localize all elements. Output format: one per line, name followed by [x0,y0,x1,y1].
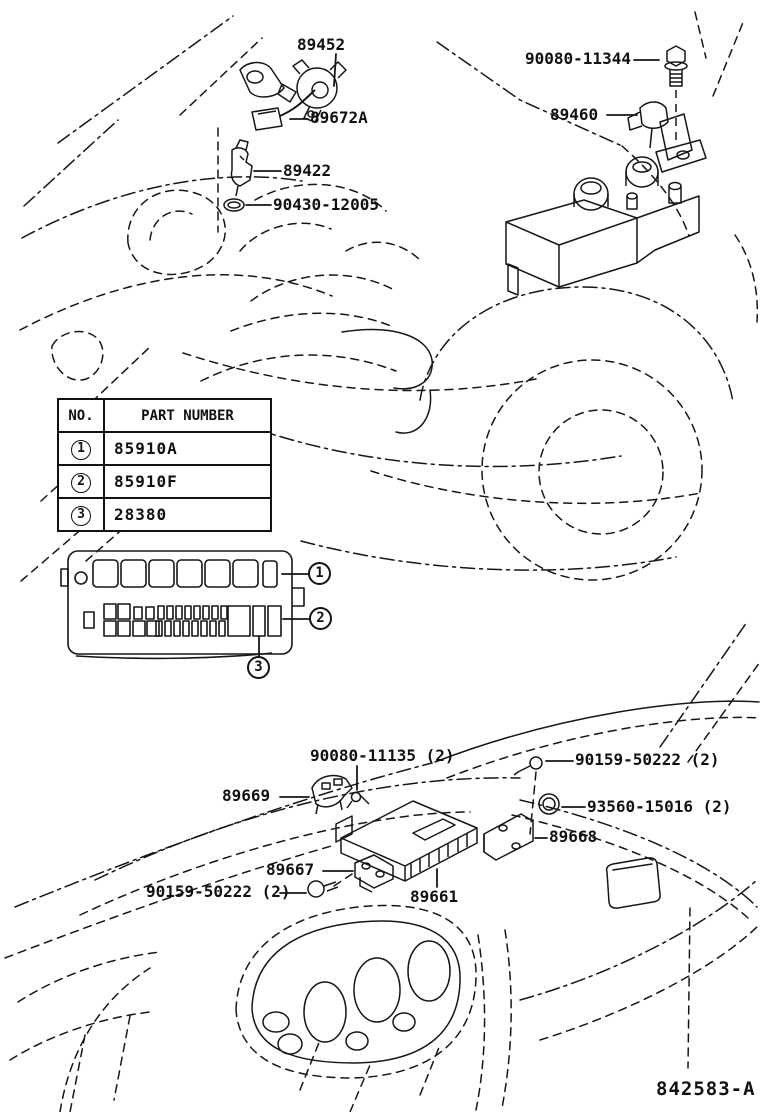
label-89667: 89667 [266,860,315,879]
header-part-number: PART NUMBER [104,399,271,432]
table-row [58,465,271,498]
bolt-drawing [665,46,687,146]
sensor-89422-drawing [224,140,252,211]
header-no: NO. [58,399,104,432]
bracket-89668-drawing [484,757,559,860]
ecu-drawing [336,801,477,881]
callout-1: 1 [308,562,331,585]
label-90080-11344: 90080-11344 [525,49,631,68]
label-89668: 89668 [549,827,598,846]
parts-table-header-row [58,399,271,432]
label-90159-50222-lower: 90159-50222 (2) [146,882,291,901]
label-89460: 89460 [550,105,599,124]
row-no [58,498,104,531]
label-90430-12005: 90430-12005 [273,195,379,214]
instrument-panel-drawing [5,622,760,1112]
parts-table [57,398,272,532]
label-93560-15016: 93560-15016 (2) [587,797,732,816]
label-90080-11135: 90080-11135 (2) [310,746,455,765]
row-no [58,465,104,498]
callout-3: 3 [247,656,270,679]
row-no [58,432,104,465]
circled-number: 2 [71,473,91,493]
callout-2: 2 [309,607,332,630]
label-89661: 89661 [410,887,459,906]
connector-drawing [252,90,315,130]
bracket-89667-drawing [308,855,393,897]
fusebox-drawing [61,551,304,658]
circled-number: 1 [71,440,91,460]
figure-code: 842583-A [656,1078,756,1100]
row-part-number: 85910A [104,432,271,465]
label-89452: 89452 [297,35,346,54]
table-row [58,432,271,465]
circled-number: 3 [71,506,91,526]
label-89422: 89422 [283,161,332,180]
label-89672A: 89672A [310,108,368,127]
label-89669: 89669 [222,786,271,805]
row-part-number: 85910F [104,465,271,498]
row-part-number: 28380 [104,498,271,531]
abs-actuator-drawing [506,157,699,295]
table-row [58,498,271,531]
label-90159-50222-upper: 90159-50222 (2) [575,750,720,769]
